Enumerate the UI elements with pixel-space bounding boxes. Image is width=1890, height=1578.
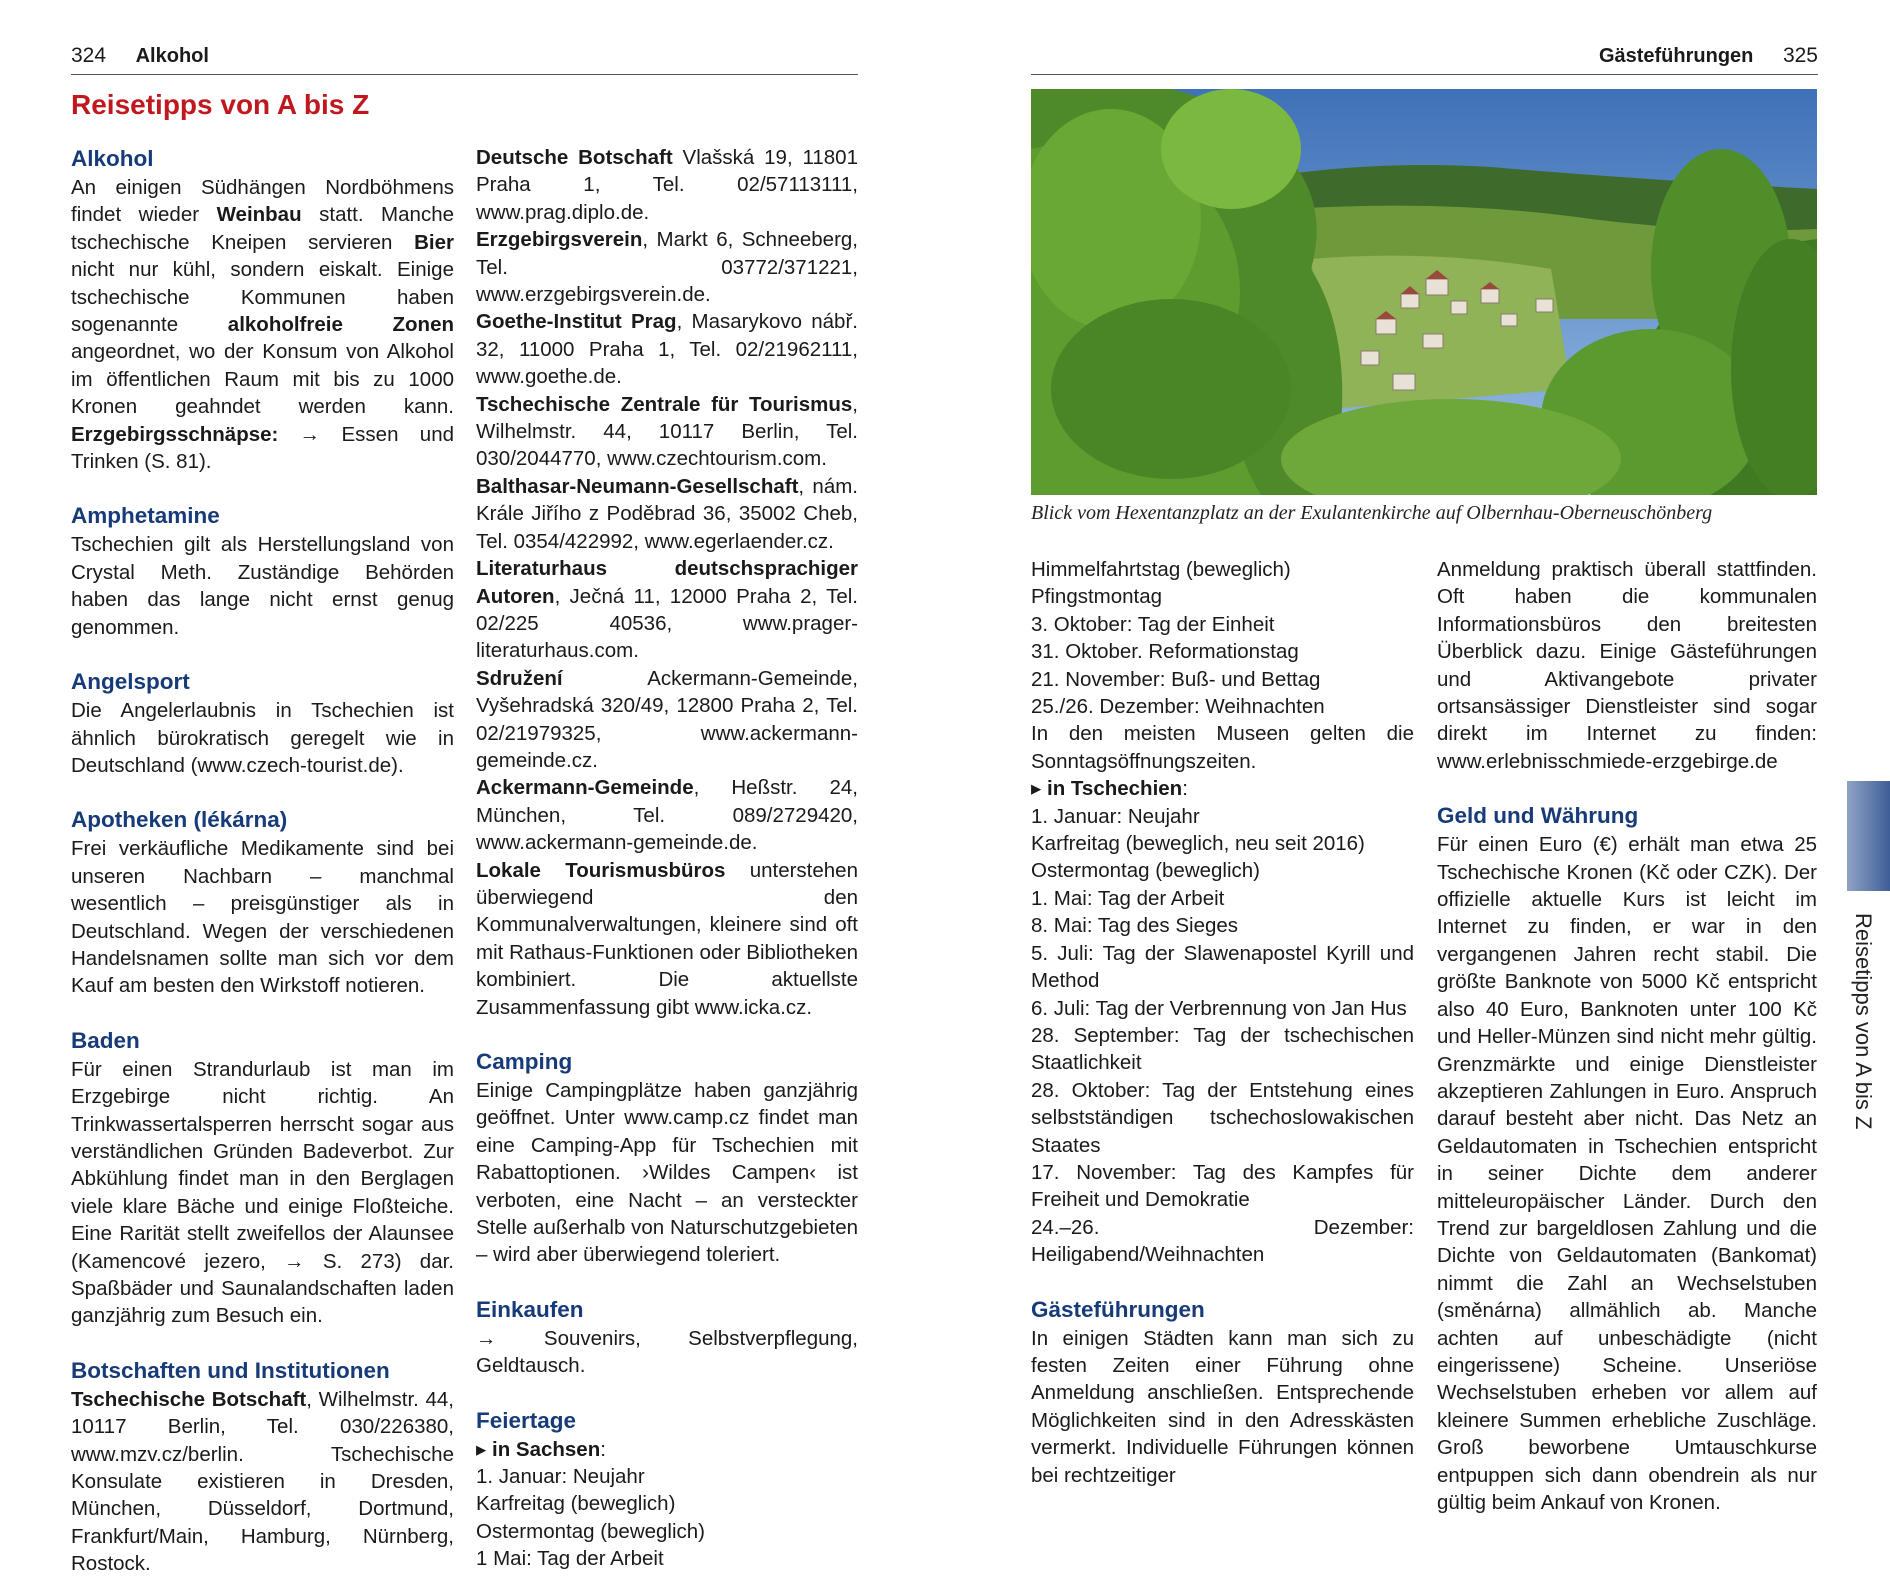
holiday-line: 1. Mai: Tag der Arbeit (1031, 886, 1225, 910)
holiday-line: Karfreitag (beweglich) (476, 1492, 676, 1516)
institution-entry: Goethe-Institut Prag, Masarykovo nábř. 32, 11000 Praha 1, Tel. 02/21962111, www.goethe.de. (476, 310, 858, 389)
feiertage-sachsen-list (476, 1463, 858, 1573)
entry-title-botschaften: Botschaften und Institutionen (71, 1357, 390, 1383)
holiday-line: 28. September: Tag der tschechischen Staatlichkeit (1031, 1023, 1414, 1075)
entry-text-gaestefuehrungen-continued: Anmeldung praktisch überall stattfinden. Oft haben die kommunalen Informationsbüros den breitesten Überblick dazu. Einige Gästeführungen und Aktivangebote privater ortsansässiger Dienstleister sind sogar direkt im Internet zu finden: www.erlebnisschmiede-erzgebirge.de (1437, 558, 1817, 773)
entry-text-baden: Für einen Strandurlaub ist man im Erzgebirge nicht richtig. An Trinkwassertalsperren herrscht sogar aus verständlichen Gründen Badeverbot. Zur Abkühlung findet man in den Berglagen viele klare Bäche und einige Floßteiche. Eine Rarität stellt zweifellos der Alaunsee (Kamencové jezero, → S. 273) dar. Spaßbäder und Saunalandschaften laden ganzjährig zum Besuch ein. (71, 1057, 454, 1328)
column-2 (476, 144, 858, 1573)
entry-text-geld: Für einen Euro (€) erhält man etwa 25 Tschechische Kronen (Kč oder CZK). Der offizielle aktuelle Kurs ist leicht im Internet zu finden, er war in den vergangenen Jahren recht stabil. Die größte Banknote von 5000 Kč entspricht also 40 Euro, Banknoten unter 100 Kč und Heller-Münzen sind nicht mehr gültig. Grenzmärkte und einige Dienstleister akzeptieren Zahlungen in Euro. Anspruch darauf besteht aber nicht. Das Netz an Geldautomaten in Tschechien entspricht in seiner Dichte dem anderer mitteleuropäischer Länder. Durch den Trend zur bargeldlosen Zahlung und die Dichte von Geldautomaten (Bankomat) nimmt die Zahl an Wechselstuben (směnárna) allmählich ab. Manche achten auf unbeschädigte (nicht eingerissene) Scheine. Unseriöse Wechselstuben erheben vor allem auf kleinere Summen erhebliche Zuschläge. Groß beworbene Umtauschkurse entpuppen sich dann obendrein als nur gültig beim Ankauf von Kronen. (1437, 833, 1817, 1514)
section-title: Reisetipps von A bis Z (71, 89, 370, 120)
holiday-line: Ostermontag (beweglich) (1031, 859, 1261, 883)
entry-title-gaestefuehrungen: Gästeführungen (1031, 1296, 1205, 1322)
entry-title-angelsport: Angelsport (71, 669, 190, 695)
institution-entry: Erzgebirgsverein, Markt 6, Schneeberg, Tel. 03772/371221, www.erzgebirgsverein.de. (476, 228, 858, 307)
running-head-title-right: Gästeführungen (1598, 45, 1754, 67)
running-head-title-left: Alkohol (135, 45, 209, 67)
page-number-right: 325 (1782, 44, 1818, 67)
side-tab-label: Reisetipps von A bis Z (1851, 913, 1876, 1130)
entry-title-einkaufen: Einkaufen (476, 1296, 584, 1322)
running-head-left (71, 44, 209, 68)
entry-text-amphetamine: Tschechien gilt als Herstellungsland von Crystal Meth. Zuständige Behörden haben das lange nicht ernst genug genommen. (71, 533, 454, 639)
entry-text-gaestefuehrungen: In einigen Städten kann man sich zu festen Zeiten einer Führung ohne Anmeldung anschließen. Entsprechende Möglichkeiten sind in den Adresskästen vermerkt. Individuelle Führungen können bei rechtzeitiger (1031, 1326, 1414, 1487)
institution-entry: Tschechische Zentrale für Tourismus, Wilhelmstr. 44, 10117 Berlin, Tel. 030/2044770, www.czechtourism.com. (476, 392, 858, 471)
museen-note: In den meisten Museen gelten die Sonntagsöffnungszeiten. (1031, 722, 1414, 773)
holiday-line: 8. Mai: Tag des Sieges (1031, 914, 1239, 938)
entry-text-apotheken: Frei verkäufliche Medikamente sind bei unseren Nachbarn – manchmal wesentlich – preisgünstiger als in Deutschland. Wegen der verschiedenen Handelsnamen sollte man sich vor dem Kauf am besten den Wirkstoff notieren. (71, 837, 454, 998)
entry-title-amphetamine: Amphetamine (71, 503, 220, 529)
holiday-line: 21. November: Buß- und Bettag (1031, 667, 1321, 691)
holiday-line: 1. Januar: Neujahr (476, 1465, 645, 1489)
thumb-index-tab (1847, 781, 1890, 891)
holiday-line: 28. Oktober: Tag der Entstehung eines selbstständigen tschechoslowakischen Staates (1031, 1078, 1414, 1157)
entry-title-camping: Camping (476, 1049, 573, 1074)
column-4 (1437, 556, 1817, 1516)
header-rule-right (1031, 74, 1818, 75)
entry-title-apotheken: Apotheken (lékárna) (71, 807, 288, 833)
institution-entry: Deutsche Botschaft Vlašská 19, 11801 Praha 1, Tel. 02/57113111, www.prag.diplo.de. (476, 146, 858, 224)
page-number-left: 324 (71, 44, 107, 67)
running-head-right (1599, 44, 1818, 68)
column-1 (71, 144, 454, 1578)
column-3 (1031, 556, 1414, 1489)
entry-title-baden: Baden (71, 1027, 140, 1053)
institution-entry: Balthasar-Neumann-Gesellschaft, nám. Krále Jiřího z Poděbrad 36, 35002 Cheb, Tel. 0354/422992, www.egerlaender.cz. (476, 474, 858, 553)
feiertage-sachsen-list-continued (1031, 556, 1414, 720)
entry-title-alkohol: Alkohol (71, 146, 154, 171)
entry-text-angelsport: Die Angelerlaubnis in Tschechien ist ähnlich bürokratisch geregelt wie in Deutschland (www.czech-tourist.de). (71, 699, 454, 777)
holiday-line: 3. Oktober: Tag der Einheit (1031, 612, 1275, 636)
holiday-line: 6. Juli: Tag der Verbrennung von Jan Hus (1031, 996, 1407, 1020)
institutions-list (476, 144, 858, 1021)
holiday-line: 25./26. Dezember: Weihnachten (1031, 695, 1325, 719)
holiday-line: Himmelfahrtstag (beweglich) (1031, 558, 1291, 581)
holiday-line: 24.–26. Dezember: Heiligabend/Weihnachten (1031, 1215, 1414, 1267)
holiday-line: 31. Oktober. Reformationstag (1031, 640, 1299, 664)
holiday-line: Pfingstmontag (1031, 585, 1163, 609)
feiertage-tschechien-heading: ▸ in Tschechien: (1031, 777, 1188, 801)
holiday-line: 5. Juli: Tag der Slawenapostel Kyrill und Method (1031, 941, 1414, 993)
feiertage-tschechien-list (1031, 803, 1414, 1269)
institution-entry: Lokale Tourismusbüros unterstehen überwiegend den Kommunalverwaltungen, kleinere sind oft mit Rathaus-Funktionen oder Bibliotheken kombiniert. Die aktuellste Zusammenfassung gibt www.icka.cz. (476, 858, 858, 1019)
holiday-line: 1. Januar: Neujahr (1031, 804, 1200, 828)
photo-caption: Blick vom Hexentanzplatz an der Exulantenkirche auf Olbernhau-Oberneuschönberg (1031, 502, 1713, 524)
holiday-line: 17. November: Tag des Kampfes für Freiheit und Demokratie (1031, 1160, 1414, 1212)
landscape-photo (1031, 89, 1817, 495)
landscape-photo-illustration (1031, 89, 1817, 495)
holiday-line: 1 Mai: Tag der Arbeit (476, 1547, 664, 1571)
holiday-line: Karfreitag (beweglich, neu seit 2016) (1031, 832, 1365, 856)
institution-entry: Ackermann-Gemeinde, Heßstr. 24, München, Tel. 089/2729420, www.ackermann-gemeinde.de. (476, 776, 858, 855)
entry-text-alkohol: An einigen Südhängen Nordböhmens findet wieder Weinbau statt. Manche tschechische Kneipen servieren Bier nicht nur kühl, sondern eiskalt. Einige tschechische Kommunen haben sogenannte alkoholfreie Zonen angeordnet, wo der Konsum von Alkohol im öffentlichen Raum mit bis zu 1000 Kronen geahndet werden kann. Erzgebirgsschnäpse: → Essen und Trinken (S. 81). (71, 176, 454, 474)
feiertage-sachsen-heading: ▸ in Sachsen: (476, 1437, 606, 1461)
entry-text-botschaften: Tschechische Botschaft, Wilhelmstr. 44, 10117 Berlin, Tel. 030/226380, www.mzv.cz/berlin. Tschechische Konsulate existieren in Dresden, München, Düsseldorf, Dortmund, Frankfurt/Main, Hamburg, Nürnberg, Rostock. (71, 1387, 454, 1576)
bullet-icon: ▸ (1031, 777, 1047, 801)
institution-entry: Literaturhaus deutschsprachiger Autoren, Ječná 11, 12000 Praha 2, Tel. 02/225 40536, www.prager-literaturhaus.com. (476, 557, 858, 663)
holiday-line: Ostermontag (beweglich) (476, 1519, 706, 1543)
entry-title-feiertage: Feiertage (476, 1407, 577, 1433)
bullet-icon: ▸ (476, 1437, 492, 1461)
entry-text-einkaufen: → Souvenirs, Selbstverpflegung, Geldtausch. (476, 1326, 858, 1378)
institution-entry: Sdružení Ackermann-Gemeinde, Vyšehradská 320/49, 12800 Praha 2, Tel. 02/21979325, www.ackermann-gemeinde.cz. (476, 666, 858, 772)
header-rule-left (71, 74, 858, 75)
entry-text-camping: Einige Campingplätze haben ganzjährig geöffnet. Unter www.camp.cz findet man eine Camping-App für Tschechien mit Rabattoptionen. ›Wildes Campen‹ ist verboten, eine Nacht – an versteckter Stelle außerhalb von Naturschutzgebieten – wird aber überwiegend toleriert. (476, 1079, 858, 1267)
entry-title-geld: Geld und Währung (1437, 803, 1639, 829)
